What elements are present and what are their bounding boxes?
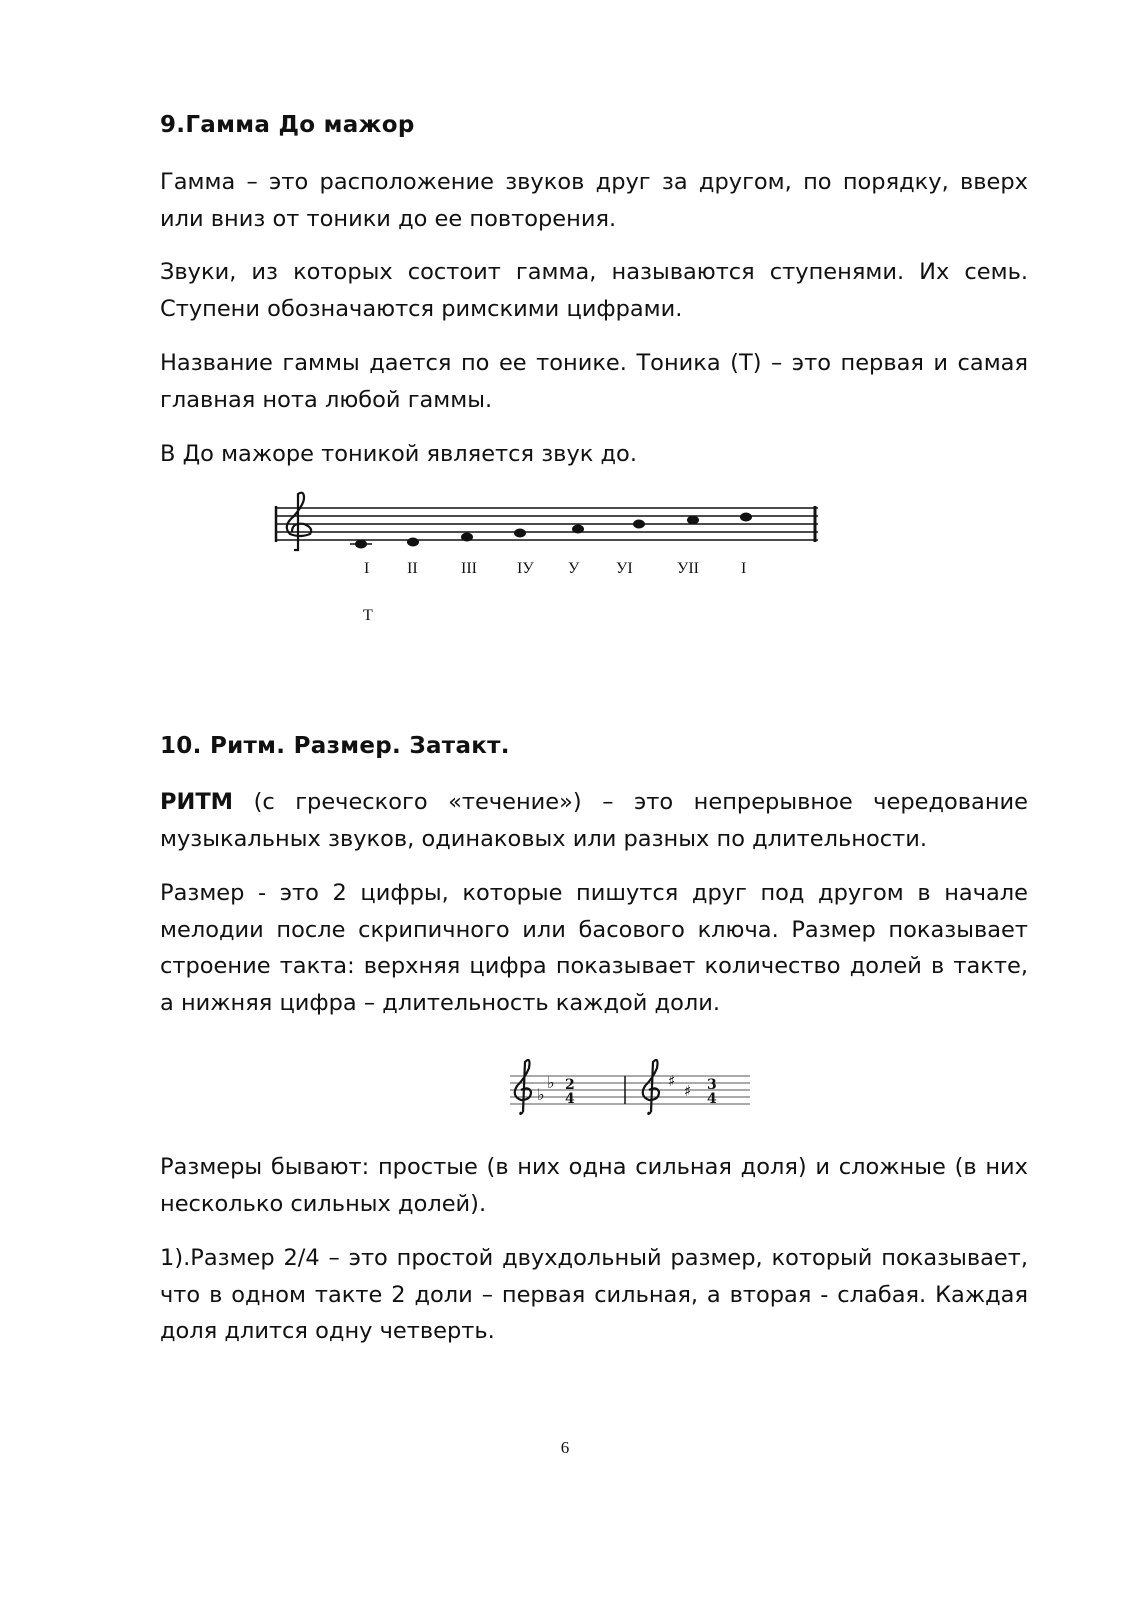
section-10-paragraph-4: 1).Размер 2/4 – это простой двухдольный размер, который показывает, что в одном такте 2 доли – первая сильная, а вторая - слабая. Каждая доля длится одну четверть. xyxy=(160,1245,1028,1344)
degree-label-6: УI xyxy=(616,560,633,577)
section-9-paragraph-2: Звуки, из которых состоит гамма, называются ступенями. Их семь. Ступени обозначаются римскими цифрами. xyxy=(160,259,1028,322)
section-9-paragraph-3: Название гаммы дается по ее тонике. Тоника (Т) – это первая и самая главная нота любой гаммы. xyxy=(160,350,1028,413)
section-10-paragraph-3: Размеры бывают: простые (в них одна сильная доля) и сложные (в них несколько сильных долей). xyxy=(160,1154,1028,1217)
section-10-heading: 10. Ритм. Размер. Затакт. xyxy=(160,733,510,759)
degree-label-4: IУ xyxy=(517,560,534,577)
treble-clef-icon-left xyxy=(515,1060,531,1114)
svg-text:4: 4 xyxy=(565,1091,575,1107)
scale-staff-graphic xyxy=(270,488,830,558)
rhythm-definition: (с греческого «течение») – это непрерывное чередование музыкальных звуков, одинаковых или разных по длительности. xyxy=(160,789,1028,852)
degree-label-2: II xyxy=(407,560,418,577)
section-10-paragraph-2: Размер - это 2 цифры, которые пишутся друг под другом в начале мелодии после скрипичного или басового ключа. Размер показывает строение такта: верхняя цифра показывает количество долей в такте, а нижняя цифра – длительность каждой доли. xyxy=(160,880,1028,1016)
meter-staff-graphic xyxy=(505,1050,755,1120)
tonic-label: Т xyxy=(363,607,373,624)
flat-icon: ♭ xyxy=(537,1085,545,1104)
treble-clef-icon xyxy=(287,493,311,550)
section-10-paragraph-1 xyxy=(160,784,1028,857)
treble-clef-icon-right xyxy=(643,1060,659,1114)
degree-label-3: III xyxy=(461,560,477,577)
meter-examples-staff xyxy=(505,1050,755,1120)
rhythm-term: РИТМ xyxy=(160,789,234,815)
section-9-paragraph-4: В До мажоре тоникой является звук до. xyxy=(160,441,637,467)
svg-text:3: 3 xyxy=(707,1077,717,1093)
scale-note-heads xyxy=(350,513,752,549)
c-major-scale-staff xyxy=(270,488,830,558)
sharp-icon: ♯ xyxy=(684,1082,692,1100)
svg-text:2: 2 xyxy=(565,1077,575,1093)
degree-label-5: У xyxy=(568,560,580,577)
sharp-icon: ♯ xyxy=(668,1072,676,1090)
section-9-paragraph-1: Гамма – это расположение звуков друг за другом, по порядку, вверх или вниз от тоники до ее повторения. xyxy=(160,169,1028,232)
page-number: 6 xyxy=(560,1438,570,1457)
flat-icon: ♭ xyxy=(547,1073,555,1092)
svg-text:4: 4 xyxy=(707,1091,717,1107)
degree-label-7: УII xyxy=(677,560,699,577)
degree-label-8: I xyxy=(741,560,747,577)
degree-label-1: I xyxy=(364,560,370,577)
section-9-heading: 9.Гамма До мажор xyxy=(160,112,415,138)
